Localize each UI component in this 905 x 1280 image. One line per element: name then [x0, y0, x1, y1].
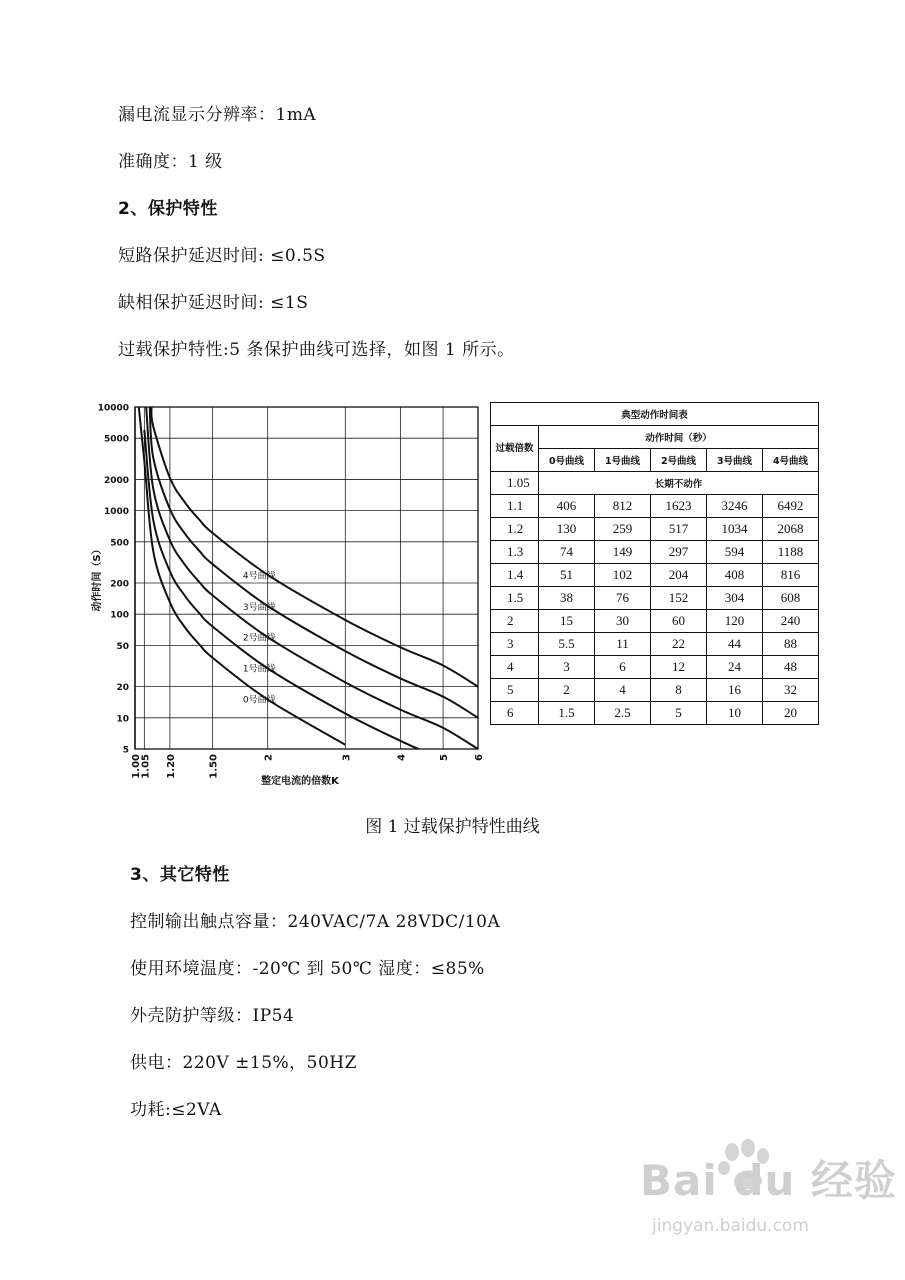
table-header-row [491, 449, 819, 472]
y-tick-label: 500 [110, 538, 129, 549]
section-heading-other: 3、其它特性 [130, 865, 230, 885]
table-row-nonact [491, 472, 819, 495]
table-cell: 608 [763, 587, 819, 610]
table-cell-k: 2 [491, 610, 539, 633]
figure-caption: 图 1 过载保护特性曲线 [365, 817, 540, 837]
spec-enclosure-rating: 外壳防护等级：IP54 [130, 1006, 295, 1026]
curve-2 [146, 407, 478, 749]
y-tick-label: 50 [116, 641, 129, 652]
table-cell: 2068 [763, 518, 819, 541]
table-cell: 10 [707, 702, 763, 725]
x-tick-label: 1.20 [165, 754, 177, 779]
section-heading-protection: 2、保护特性 [118, 199, 218, 219]
x-tick-label: 1.05 [140, 754, 152, 779]
table-cell: 240 [763, 610, 819, 633]
table-cell: 812 [595, 495, 651, 518]
table-cell: 2 [539, 679, 595, 702]
watermark-brand: Bai du 经验 [640, 1156, 897, 1205]
typical-action-time-table [490, 402, 819, 725]
table-cell: 408 [707, 564, 763, 587]
table-cell: 15 [539, 610, 595, 633]
table-cell-nonact: 长期不动作 [539, 472, 819, 495]
x-axis-label: 整定电流的倍数K [261, 776, 339, 787]
spec-environment: 使用环境温度：-20℃ 到 50℃ 湿度：≤85% [130, 959, 485, 979]
x-tick-label: 3 [341, 754, 353, 761]
table-cell: 816 [763, 564, 819, 587]
x-tick-label: 1.50 [208, 754, 220, 779]
plot-frame [135, 407, 478, 749]
table-cell: 406 [539, 495, 595, 518]
table-cell: 594 [707, 541, 763, 564]
table-cell: 44 [707, 633, 763, 656]
table-cell: 11 [595, 633, 651, 656]
table-cell: 1034 [707, 518, 763, 541]
table-row [491, 587, 819, 610]
y-tick-label: 10000 [97, 403, 129, 414]
table-col-overload-multiple: 过载倍数 [491, 426, 539, 472]
y-tick-label: 10 [116, 714, 129, 725]
curve-1 [144, 430, 418, 749]
table-row [491, 679, 819, 702]
table-row [491, 541, 819, 564]
spec-contact-capacity: 控制输出触点容量：240VAC/7A 28VDC/10A [130, 912, 501, 932]
y-tick-label: 5000 [103, 434, 129, 445]
x-tick-label: 4 [396, 754, 408, 761]
x-tick-label: 1.00 [131, 754, 142, 779]
y-tick-label: 5 [122, 745, 129, 756]
table-cell: 1623 [651, 495, 707, 518]
table-row [491, 656, 819, 679]
table-cell-k: 1.1 [491, 495, 539, 518]
spec-power-supply: 供电：220V ±15%，50HZ [130, 1053, 357, 1073]
spec-leakage-resolution: 漏电流显示分辨率：1mA [118, 105, 317, 125]
table-cell: 149 [595, 541, 651, 564]
table-cell: 3 [539, 656, 595, 679]
table-cell: 22 [651, 633, 707, 656]
table-cell-k: 6 [491, 702, 539, 725]
table-cell: 8 [651, 679, 707, 702]
curve-label-0: 0号曲线 [242, 695, 276, 706]
y-axis-label: 动作时间（S） [92, 544, 103, 612]
spec-power-consumption: 功耗:≤2VA [130, 1100, 222, 1120]
table-cell: 20 [763, 702, 819, 725]
table-cell: 38 [539, 587, 595, 610]
table-cell: 6492 [763, 495, 819, 518]
table-cell-k: 3 [491, 633, 539, 656]
table-cell: 51 [539, 564, 595, 587]
table-cell: 5.5 [539, 633, 595, 656]
table-row [491, 518, 819, 541]
curve-label-3: 3号曲线 [242, 602, 276, 613]
x-tick-label: 6 [474, 754, 485, 761]
watermark-site: jingyan.baidu.com [652, 1216, 809, 1236]
table-cell: 4 [595, 679, 651, 702]
table-cell: 16 [707, 679, 763, 702]
y-tick-label: 100 [110, 610, 129, 621]
spec-accuracy: 准确度：1 级 [118, 152, 223, 172]
table-cell: 30 [595, 610, 651, 633]
table-cell: 6 [595, 656, 651, 679]
curve-3 [150, 407, 478, 718]
table-cell: 304 [707, 587, 763, 610]
table-cell-k: 4 [491, 656, 539, 679]
table-header-1: 1号曲线 [595, 449, 651, 472]
table-cell: 204 [651, 564, 707, 587]
table-cell: 152 [651, 587, 707, 610]
table-cell: 88 [763, 633, 819, 656]
baidu-jingyan-watermark [640, 1148, 897, 1236]
table-cell: 297 [651, 541, 707, 564]
table-cell-k: 1.2 [491, 518, 539, 541]
table-cell: 1188 [763, 541, 819, 564]
table-title: 典型动作时间表 [491, 403, 819, 426]
table-cell: 120 [707, 610, 763, 633]
table-row [491, 633, 819, 656]
table-cell-k: 5 [491, 679, 539, 702]
table-cell: 3246 [707, 495, 763, 518]
spec-overload-curves: 过载保护特性:5 条保护曲线可选择，如图 1 所示。 [118, 340, 515, 360]
table-cell: 60 [651, 610, 707, 633]
table-cell: 48 [763, 656, 819, 679]
y-tick-label: 200 [110, 579, 129, 590]
table-row [491, 610, 819, 633]
table-cell: 74 [539, 541, 595, 564]
table-row [491, 495, 819, 518]
table-cell: 24 [707, 656, 763, 679]
table-header-3: 3号曲线 [707, 449, 763, 472]
table-cell: 259 [595, 518, 651, 541]
table-cell-k: 1.5 [491, 587, 539, 610]
table-cell: 2.5 [595, 702, 651, 725]
table-header-2: 2号曲线 [651, 449, 707, 472]
table-group-header: 动作时间（秒） [539, 426, 819, 449]
y-tick-label: 2000 [103, 475, 129, 486]
table-cell: 102 [595, 564, 651, 587]
table-cell: 32 [763, 679, 819, 702]
table-cell: 1.5 [539, 702, 595, 725]
table-cell-k: 1.05 [491, 472, 539, 495]
table-cell-k: 1.3 [491, 541, 539, 564]
table-header-0: 0号曲线 [539, 449, 595, 472]
table-cell: 12 [651, 656, 707, 679]
table-cell: 517 [651, 518, 707, 541]
y-tick-label: 20 [116, 683, 129, 694]
table-cell-k: 1.4 [491, 564, 539, 587]
table-row [491, 564, 819, 587]
curve-label-2: 2号曲线 [242, 633, 276, 644]
curve-label-4: 4号曲线 [242, 571, 276, 582]
y-tick-label: 1000 [103, 507, 129, 518]
table-header-4: 4号曲线 [763, 449, 819, 472]
spec-short-circuit-delay: 短路保护延迟时间: ≤0.5S [118, 246, 326, 266]
table-cell: 5 [651, 702, 707, 725]
x-tick-label: 2 [263, 754, 275, 761]
table-row [491, 702, 819, 725]
curve-label-1: 1号曲线 [242, 664, 276, 675]
overload-curve-chart [90, 392, 488, 792]
x-tick-label: 5 [439, 754, 451, 761]
spec-phase-loss-delay: 缺相保护延迟时间: ≤1S [118, 293, 309, 313]
table-cell: 76 [595, 587, 651, 610]
table-cell: 130 [539, 518, 595, 541]
